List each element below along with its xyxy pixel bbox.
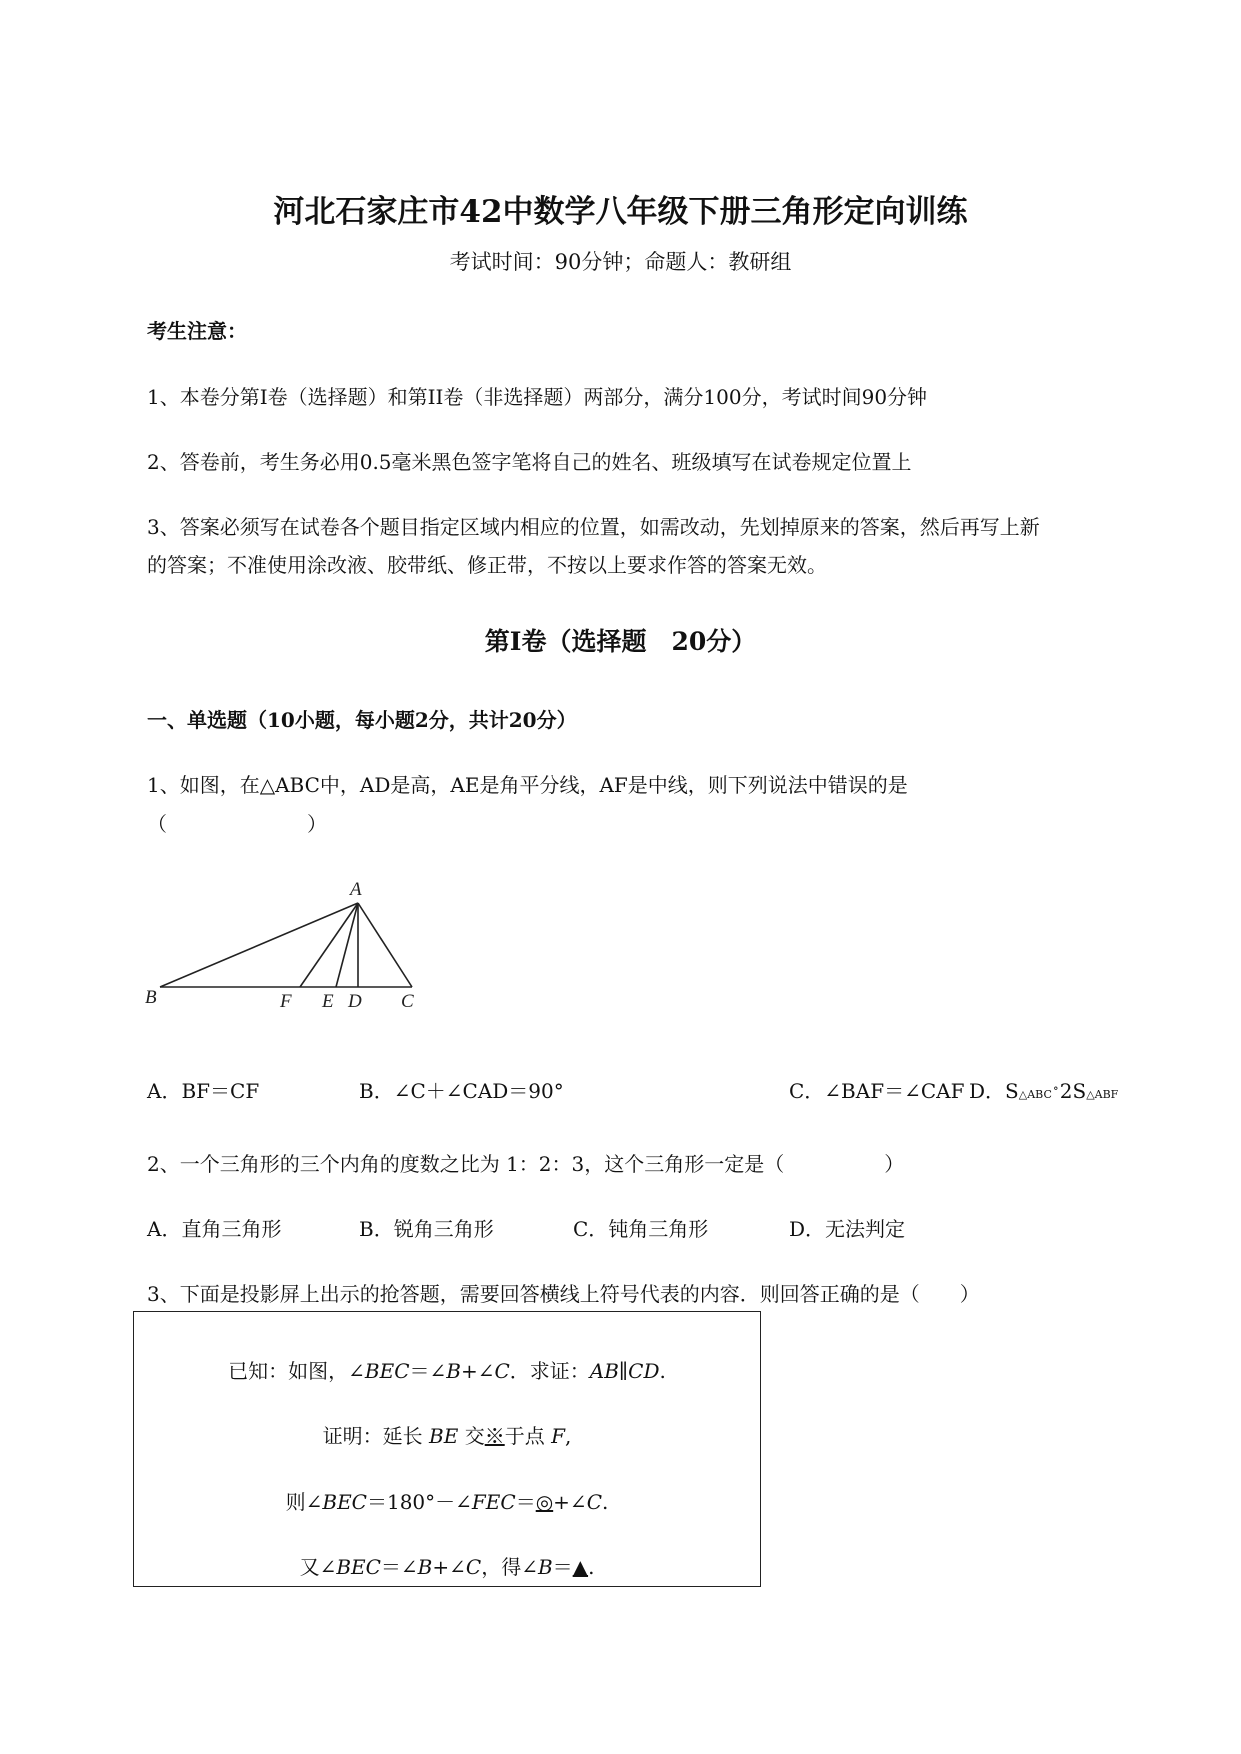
proof-text: 又: [299, 1555, 320, 1579]
proof-math: BE: [429, 1424, 459, 1448]
proof-blank-symbol: ※: [484, 1424, 505, 1448]
proof-text: 则: [285, 1490, 306, 1514]
q2-stem: 2、一个三角形的三个内角的度数之比为 1：2：3，这个三角形一定是（ ）: [147, 1152, 905, 1176]
label-c: C: [401, 991, 414, 1012]
proof-text: ＝: [515, 1490, 536, 1514]
proof-text: ．求证：: [509, 1359, 590, 1383]
q1-stem: 1、如图，在△ABC中，AD是高，AE是角平分线，AF是中线，则下列说法中错误的是: [147, 773, 908, 797]
q1-triangle-figure: [140, 875, 430, 1015]
q1-option-d-prefix: D．: [969, 1079, 1006, 1103]
notice-item-1: 1、本卷分第I卷（选择题）和第II卷（非选择题）两部分，满分100分，考试时间90分钟: [147, 385, 928, 409]
proof-text: .: [602, 1490, 609, 1514]
proof-text: .: [659, 1359, 666, 1383]
proof-text: .: [588, 1555, 595, 1579]
notice-heading: 考生注意：: [147, 319, 247, 343]
q3-stem: 3、下面是投影屏上出示的抢答题，需要回答横线上符号代表的内容．则回答正确的是（ ）: [147, 1282, 980, 1306]
proof-math: ∠BEC: [348, 1359, 410, 1383]
proof-text: 证明：延长: [322, 1424, 430, 1448]
notice-item-3-cont: 的答案；不准使用涂改液、胶带纸、修正带，不按以上要求作答的答案无效。: [147, 553, 827, 577]
section-title: 第I卷（选择题 20分）: [484, 627, 757, 656]
label-f: F: [280, 991, 292, 1012]
proof-math: AB∥CD: [589, 1359, 660, 1383]
proof-text: 交: [458, 1424, 485, 1448]
proof-math: ∠B+∠C: [429, 1359, 510, 1383]
proof-text: ＝: [552, 1555, 573, 1579]
proof-line-conclusion: [134, 1551, 760, 1580]
label-d: D: [348, 991, 362, 1012]
q1-answer-blank: （ ）: [147, 812, 327, 836]
q2-option-c: C．钝角三角形: [573, 1217, 709, 1241]
notice-item-3: 3、答案必须写在试卷各个题目指定区域内相应的位置，如需改动，先划掉原来的答案，然后再写上新: [147, 515, 1040, 539]
q3-proof-box: [133, 1311, 761, 1587]
proof-math: ∠B+∠C: [400, 1555, 482, 1579]
q1-option-d-mid: 2S: [1059, 1079, 1087, 1103]
page-title: 河北石家庄市42中数学八年级下册三角形定向训练: [273, 194, 968, 230]
q1-option-b: B．∠C＋∠CAD＝90°: [359, 1079, 564, 1103]
proof-line-construction: [134, 1420, 760, 1449]
q1-option-d-symbol: ∘: [1052, 1081, 1059, 1095]
proof-math: +∠C: [553, 1490, 602, 1514]
q1-option-a: A．BF＝CF: [147, 1079, 260, 1103]
q1-option-d-sub1: △ABC: [1018, 1088, 1052, 1101]
bisector-ae: [336, 903, 358, 987]
proof-text: ＝: [409, 1359, 430, 1383]
label-a: A: [350, 879, 362, 900]
proof-math: ∠BEC: [305, 1490, 367, 1514]
proof-text: ,: [564, 1424, 572, 1448]
q2-option-d: D．无法判定: [789, 1217, 906, 1241]
q1-option-d: [969, 1075, 1118, 1104]
proof-text: ＝: [380, 1555, 401, 1579]
proof-math: ∠BEC: [319, 1555, 381, 1579]
label-e: E: [322, 991, 334, 1012]
q2-option-b: B．锐角三角形: [359, 1217, 494, 1241]
q1-option-d-s1: S: [1005, 1079, 1019, 1103]
proof-text: ，得: [481, 1555, 522, 1579]
proof-text: ＝180°－: [366, 1490, 456, 1514]
q1-option-c: C．∠BAF＝∠CAF: [789, 1079, 965, 1103]
exam-info: 考试时间：90分钟；命题人：教研组: [449, 250, 792, 274]
part-heading: 一、单选题（10小题，每小题2分，共计20分）: [147, 708, 577, 732]
proof-text: 于点: [504, 1424, 552, 1448]
proof-math: F: [551, 1424, 565, 1448]
proof-math: ∠B: [521, 1555, 553, 1579]
proof-blank-symbol: ◎: [535, 1490, 554, 1514]
proof-line-step: [134, 1486, 760, 1515]
q2-option-a: A．直角三角形: [147, 1217, 282, 1241]
proof-text: 已知：如图，: [228, 1359, 349, 1383]
proof-line-given: [134, 1355, 760, 1384]
label-b: B: [145, 987, 157, 1008]
q1-option-d-sub2: △ABF: [1086, 1088, 1119, 1101]
side-ac: [358, 903, 412, 987]
proof-math: ∠FEC: [455, 1490, 516, 1514]
proof-blank-symbol: ▲: [572, 1555, 589, 1579]
notice-item-2: 2、答卷前，考生务必用0.5毫米黑色签字笔将自己的姓名、班级填写在试卷规定位置上: [147, 450, 912, 474]
